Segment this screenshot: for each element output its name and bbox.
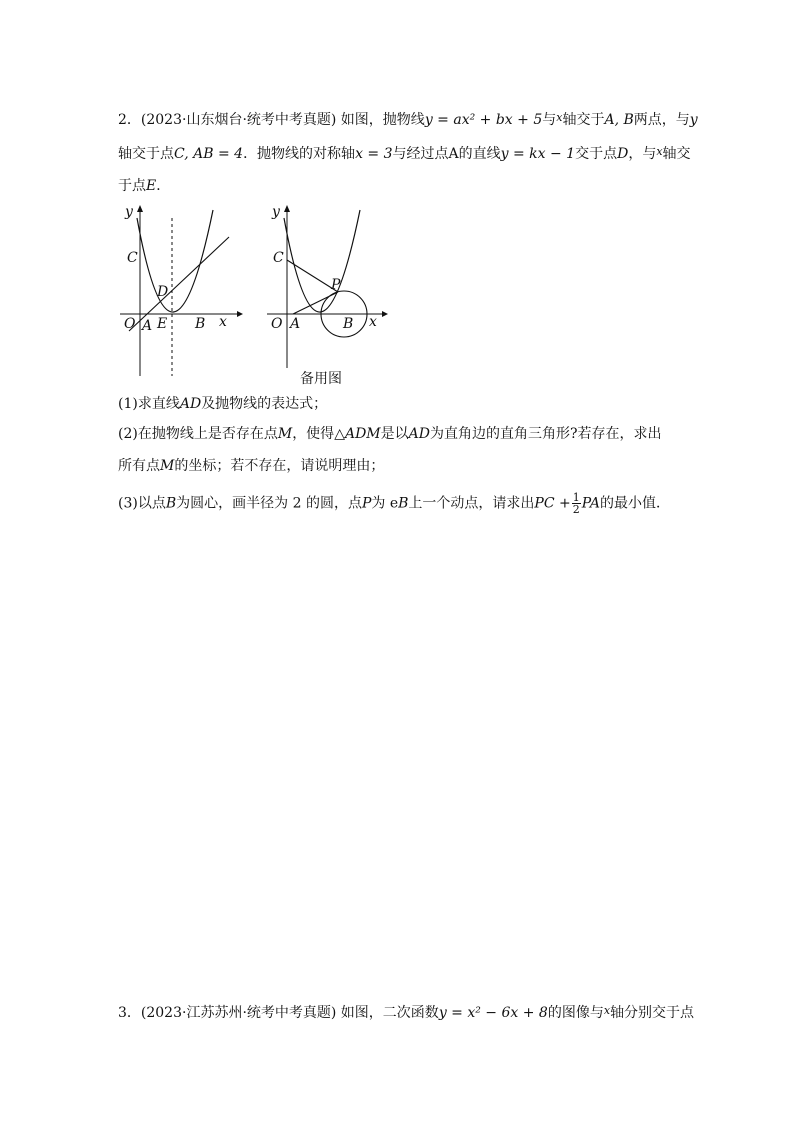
text: 3．(2023·江苏苏州·统考中考真题) 如图，二次函数 [118,1005,439,1021]
label-C: C [127,250,138,266]
equation: x = 3 [355,146,393,162]
var: PC + [534,495,571,512]
text: 及抛物线的表达式； [201,396,328,412]
var: D [617,146,629,162]
label-x: x [219,314,227,330]
text: 于点 [118,178,146,194]
text: 的最小值． [599,495,670,512]
var: M [160,458,175,474]
figure-2 [262,200,392,370]
text: 轴交于 [562,112,605,128]
fraction-denominator: 2 [572,503,580,516]
text: 是以 [380,426,409,442]
text: 两点，与 [633,112,690,128]
problem2-line2 [118,142,691,164]
text: 轴交 [662,146,691,162]
text: 与 [542,112,557,128]
var: B [398,495,409,512]
text: 与经过点A的直线 [392,146,501,162]
label-O: O [271,316,283,332]
var: B [165,495,177,512]
label-C: C [273,250,284,266]
y-axis-arrow [284,205,290,212]
text: 为圆心，画半径为 2 的圆，点 [176,495,362,512]
var: x [603,1004,611,1017]
y-axis-arrow [137,205,143,212]
question-3 [118,492,678,515]
var: M [277,426,293,442]
label-O: O [124,316,136,332]
x-axis-arrow [382,311,388,317]
problem2-line1 [118,108,698,130]
equation: y = ax² + bx + 5 [424,112,543,128]
var: △ADM [334,426,381,442]
text: ，使得 [292,426,335,442]
var: E [146,178,157,194]
text: (3)以点 [118,495,166,512]
parabola [284,210,360,312]
var: y [689,112,698,128]
var: PA [581,495,600,512]
question-2 [118,424,678,444]
label-A: A [290,316,301,332]
label-A: A [142,318,153,334]
text: 2．(2023·山东烟台·统考中考真题) 如图，抛物线 [118,112,425,128]
label-B: B [195,316,206,332]
var: x [656,145,663,158]
text: ． [156,178,171,194]
equation: y = kx − 1 [500,146,576,162]
text: ．抛物线的对称轴 [243,146,356,162]
text: ，与 [628,146,657,162]
figure-caption: 备用图 [300,371,342,387]
text: 为直角边的直角三角形?若存在，求出 [429,426,662,442]
text: (2)在抛物线上是否存在点 [118,426,278,442]
text: 的坐标；若不存在，请说明理由； [174,458,385,474]
var: P [361,495,372,512]
text: 交于点 [575,146,618,162]
equation: y = x² − 6x + 8 [438,1005,548,1021]
text: (1)求直线 [118,396,180,412]
label-B: B [343,316,354,332]
text: 所有点 [118,458,160,474]
var: AD [408,426,430,442]
problem3-line1 [118,1001,695,1023]
question-2-line2 [118,456,678,476]
text: 上一个动点，请求出 [408,495,535,512]
label-x: x [369,314,377,330]
text: 轴交于点 [118,146,174,162]
label-y: y [125,204,133,220]
text: 的图像与 [547,1005,604,1021]
equation: C, AB = 4 [174,146,244,162]
label-P: P [331,277,341,293]
problem2-line3 [118,176,678,196]
label-D: D [157,284,169,300]
label-E: E [157,316,168,332]
label-y: y [272,204,280,220]
text: 轴分别交于点 [610,1005,695,1021]
fraction [572,492,581,515]
fraction-numerator: 1 [572,491,580,504]
var: x [556,111,563,124]
figure-1 [115,200,245,380]
x-axis-arrow [237,311,243,317]
question-1 [118,394,678,414]
parabola [137,210,213,312]
var: AD [179,396,202,412]
text: 为 e [371,495,399,512]
var: A, B [604,112,634,128]
